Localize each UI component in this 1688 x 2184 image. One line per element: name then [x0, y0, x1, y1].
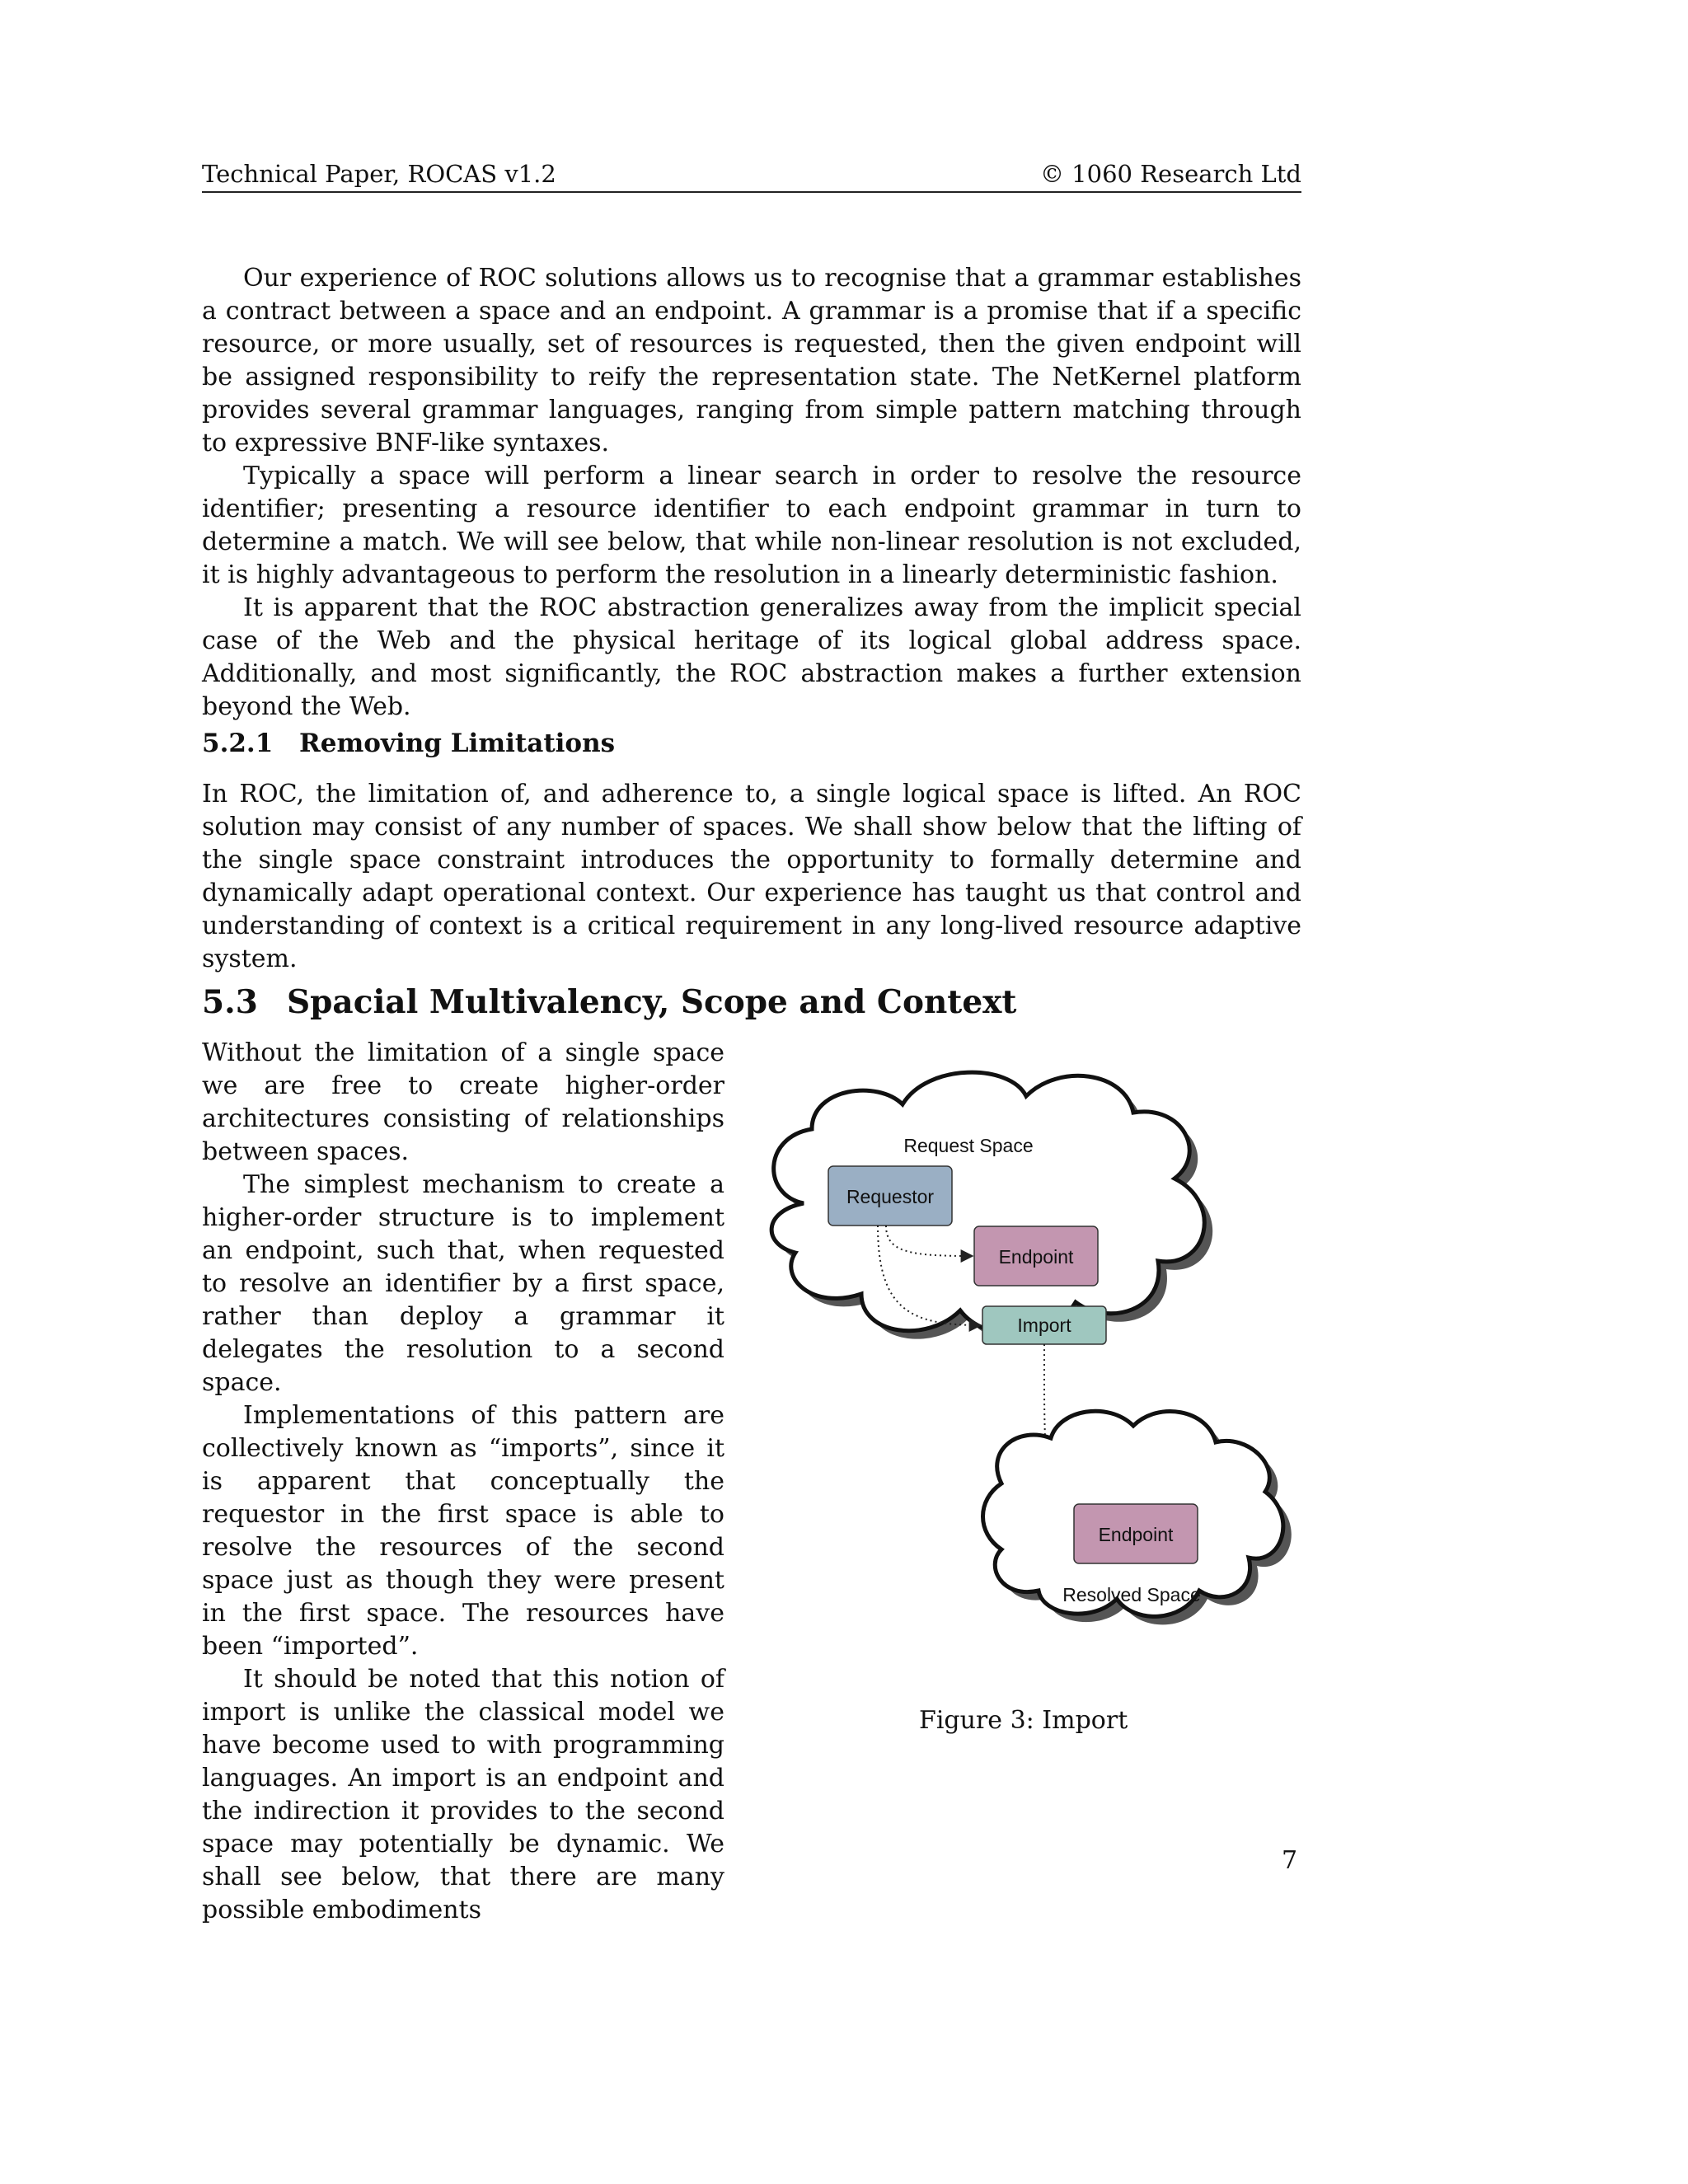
paragraph: It is apparent that the ROC abstraction generalizes away from the implicit special case of the Web and the physical heritage of its logical global address space. Additionally, and most significantly, the ROC abstraction makes a further extension beyond the Web. — [202, 593, 1301, 721]
subsection-heading — [202, 729, 615, 758]
section-text-column — [202, 1037, 724, 1927]
section-heading — [202, 983, 1016, 1021]
intro-text — [202, 262, 1301, 724]
header-title: Technical Paper, ROCAS v1.2 — [202, 160, 556, 188]
resolved-space-label: Resolved Space — [1062, 1584, 1201, 1605]
paragraph: In ROC, the limitation of, and adherence to, a single logical space is lifted. An ROC solution may consist of any number of spaces. We shall show below that the lifting of the single space constraint introduces the opportunity to formally determine and dynamically adapt operational context. Our experience has taught us that control and understanding of context is a critical requirement in any long-lived resource adaptive system. — [202, 780, 1301, 973]
paragraph: Typically a space will perform a linear search in order to resolve the resource identifier; presenting a resource identifier to each endpoint grammar in turn to determine a match. We will see below, that while non-linear resolution is not excluded, it is highly advantageous to perform the resolution in a linearly deterministic fashion. — [202, 462, 1301, 589]
resolved-endpoint-label: Endpoint — [1098, 1524, 1174, 1545]
section-title: Spacial Multivalency, Scope and Context — [287, 983, 1017, 1021]
section-number: 5.3 — [202, 983, 258, 1021]
running-header — [202, 158, 1301, 193]
header-copyright: © 1060 Research Ltd — [1039, 160, 1301, 188]
paragraph: Our experience of ROC solutions allows us to recognise that a grammar establishes a contract between a space and an endpoint. A grammar is a promise that if a specific resource, or more usually, set of resources is requested, then the given endpoint will be assigned responsibility to reify the representation state. The NetKernel platform provides several grammar languages, ranging from simple pattern matching through to expressive BNF-like syntaxes. — [202, 264, 1301, 457]
paragraph: It should be noted that this notion of import is unlike the classical model we have become used to with programming languages. An import is an endpoint and the indirection it provides to the second space may potentially be dynamic. We shall see below, that there are many possible embodiments — [202, 1665, 724, 1924]
request-space-label: Request Space — [903, 1135, 1034, 1156]
page-number: 7 — [1282, 1846, 1298, 1875]
figure-caption: Figure 3: Import — [919, 1706, 1128, 1735]
paragraph: Without the limitation of a single space we are free to create higher-order architectures consisting of relationships between spaces. — [202, 1038, 724, 1166]
import-label: Import — [1017, 1315, 1071, 1336]
requestor-label: Requestor — [846, 1186, 935, 1207]
import-diagram — [746, 1063, 1306, 1690]
import-figure — [746, 1063, 1306, 1690]
endpoint-label: Endpoint — [998, 1246, 1074, 1268]
subsection-title: Removing Limitations — [299, 729, 616, 758]
paragraph: The simplest mechanism to create a higher-order structure is to implement an endpoint, such that, when requested to resolve an identifier by a first space, rather than deploy a grammar it delegates the resolution to a second space. — [202, 1170, 724, 1397]
subsection-number: 5.2.1 — [202, 729, 274, 758]
subsection-text — [202, 778, 1301, 976]
paragraph: Implementations of this pattern are collectively known as “imports”, since it is apparent that conceptually the requestor in the first space is able to resolve the resources of the second space just as though they were present in the first space. The resources have been “imported”. — [202, 1401, 724, 1661]
